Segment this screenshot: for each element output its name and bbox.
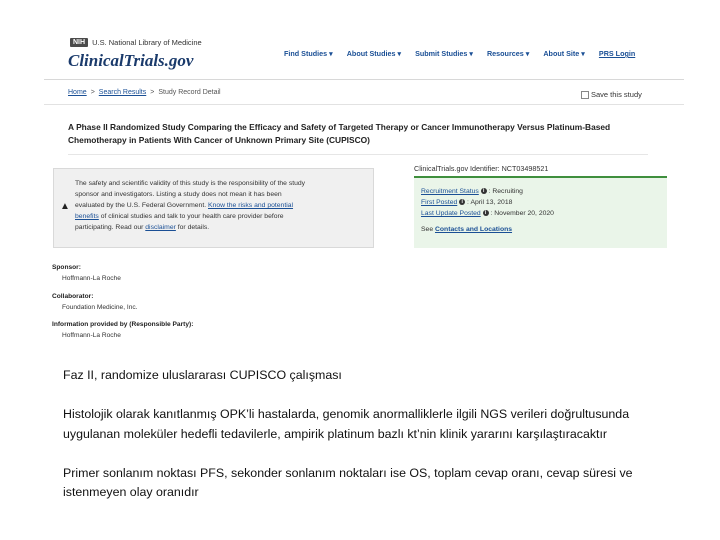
disclaimer-line <box>75 211 335 222</box>
recruitment-status-row <box>421 188 523 195</box>
disclaimer-link[interactable]: disclaimer <box>145 224 176 231</box>
last-update-value: : November 20, 2020 <box>488 210 554 217</box>
top-nav <box>284 49 635 58</box>
recruitment-status-value: : Recruiting <box>486 188 523 195</box>
breadcrumb-current: Study Record Detail <box>158 89 221 96</box>
contacts-locations-link[interactable]: Contacts and Locations <box>434 226 513 233</box>
breadcrumb-home[interactable]: Home <box>68 89 87 96</box>
header-divider <box>44 79 684 80</box>
sponsor-label: Sponsor: <box>52 264 81 271</box>
study-title: A Phase II Randomized Study Comparing the Efficacy and Safety of Targeted Therapy or Cancer Immunotherapy Versus Platinum-Based Chemotherapy in Patients With Cancer of Unknown Primary Site (CUPISCO) <box>68 122 611 145</box>
nav-about-studies[interactable]: About Studies ▾ <box>346 49 402 58</box>
first-posted-link[interactable]: First Posted <box>421 199 458 206</box>
note-paragraph-2: Histolojik olarak kanıtlanmış OPK’li hastalarda, genomik anormalliklerle ilgili NGS verileri doğrultusunda uygulanan moleküler hedefli tedavilerle, ampirik platinum bazlı kt’nin klinik yararını karşılaştıracaktır <box>63 407 630 441</box>
see-text: See <box>421 226 435 233</box>
title-divider <box>68 154 648 155</box>
study-identifier: ClinicalTrials.gov Identifier: NCT03498521 <box>414 164 549 173</box>
disclaimer-text <box>75 178 335 233</box>
sponsor-value: Hoffmann-La Roche <box>62 275 121 282</box>
disclaimer-line: sponsor and investigators. Listing a study does not mean it has been <box>75 191 282 198</box>
recruitment-status-link[interactable]: Recruitment Status <box>421 188 479 195</box>
info-icon[interactable]: i <box>483 210 489 216</box>
status-box <box>414 176 667 248</box>
nav-about-site[interactable]: About Site ▾ <box>543 49 585 58</box>
note-paragraph-3: Primer sonlanım noktası PFS, sekonder sonlanım noktaları ise OS, toplam cevap oranı, cevap süresi ve istenmeyen olay oranıdır <box>63 465 633 499</box>
nav-prs-login[interactable]: PRS Login <box>598 49 636 58</box>
disclaimer-line: The safety and scientific validity of this study is the responsibility of the study <box>75 180 306 187</box>
nih-header <box>70 38 202 47</box>
breadcrumb-search-results[interactable]: Search Results <box>98 89 147 96</box>
disclaimer-text-part: evaluated by the U.S. Federal Government. <box>75 202 208 209</box>
nav-resources[interactable]: Resources ▾ <box>486 49 530 58</box>
responsible-party-label: Information provided by (Responsible Party): <box>52 321 194 328</box>
disclaimer-text-part: participating. Read our <box>75 224 146 231</box>
disclaimer-text-part: for details. <box>175 224 210 231</box>
collaborator-value: Foundation Medicine, Inc. <box>62 304 138 311</box>
clinicaltrials-screenshot <box>44 28 684 346</box>
breadcrumb <box>68 89 221 96</box>
first-posted-row <box>421 199 512 206</box>
nih-logo-icon: NIH <box>70 38 88 47</box>
save-study-checkbox[interactable] <box>581 91 589 99</box>
nav-submit-studies[interactable]: Submit Studies ▾ <box>415 49 473 58</box>
collaborator-label: Collaborator: <box>52 293 94 300</box>
warning-icon: ▲ <box>60 201 70 212</box>
info-icon[interactable]: i <box>459 199 465 205</box>
slide-notes <box>63 366 683 522</box>
breadcrumb-separator: > <box>150 89 155 96</box>
first-posted-value: : April 13, 2018 <box>465 199 513 206</box>
nav-find-studies[interactable]: Find Studies ▾ <box>284 49 333 58</box>
benefits-link[interactable]: benefits <box>75 213 99 220</box>
last-update-link[interactable]: Last Update Posted <box>421 210 481 217</box>
nih-text: U.S. National Library of Medicine <box>92 38 202 47</box>
save-study-toggle[interactable] <box>581 90 642 99</box>
responsible-party-value: Hoffmann-La Roche <box>62 332 121 339</box>
site-logo[interactable]: ClinicalTrials.gov <box>68 51 194 70</box>
disclaimer-line <box>75 200 335 211</box>
save-study-label: Save this study <box>591 90 642 99</box>
disclaimer-text-part: of clinical studies and talk to your health care provider before <box>98 213 284 220</box>
breadcrumb-divider <box>44 104 684 105</box>
contacts-row <box>421 226 512 233</box>
disclaimer-line <box>75 222 335 233</box>
disclaimer-box <box>53 168 374 248</box>
risks-link[interactable]: Know the risks and potential <box>208 202 294 209</box>
breadcrumb-separator: > <box>90 89 95 96</box>
last-update-row <box>421 210 554 217</box>
note-paragraph-1: Faz II, randomize uluslararası CUPISCO çalışması <box>63 368 342 382</box>
info-icon[interactable]: i <box>481 188 487 194</box>
